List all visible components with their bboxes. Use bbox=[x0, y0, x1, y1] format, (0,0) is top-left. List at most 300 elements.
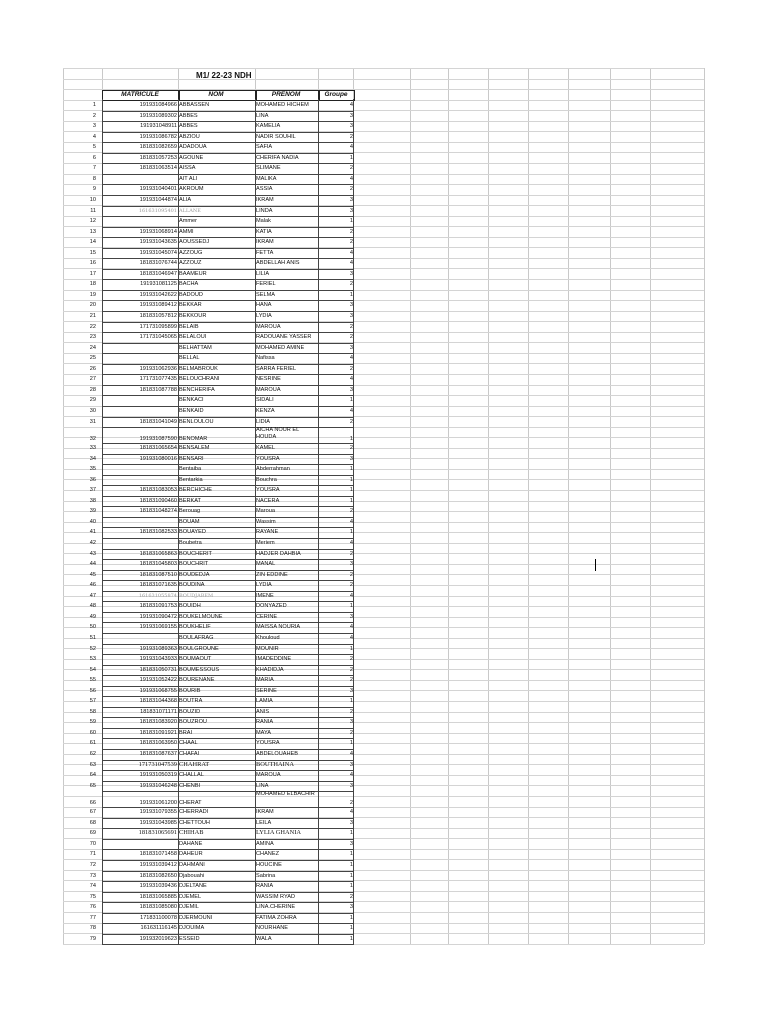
cell-groupe: 1 bbox=[349, 154, 353, 161]
cell-matricule: 191931043985 bbox=[139, 819, 177, 826]
table-row bbox=[0, 717, 360, 728]
row-number: 29 bbox=[89, 397, 96, 404]
table-row bbox=[0, 791, 360, 807]
cell-prenom: RANIA bbox=[256, 719, 274, 726]
cell-prenom: FERIEL bbox=[256, 281, 276, 288]
table-row bbox=[0, 839, 360, 850]
cell-nom: BOUAM bbox=[179, 518, 200, 525]
row-number: 4 bbox=[92, 133, 96, 140]
cell-nom: ESSEID bbox=[179, 935, 200, 942]
cell-nom: CHERAT bbox=[179, 800, 202, 807]
row-number: 63 bbox=[89, 761, 96, 768]
cell-matricule: 191931044874 bbox=[139, 196, 177, 203]
cell-matricule: 171731045065 bbox=[139, 334, 177, 341]
cell-prenom: WASSIM RYAD bbox=[256, 893, 296, 900]
cell-groupe: 4 bbox=[349, 540, 353, 546]
cell-nom: BOUIDH bbox=[179, 603, 201, 610]
cell-prenom: MAROUA bbox=[256, 386, 281, 393]
cell-matricule: 191931089302 bbox=[139, 112, 177, 119]
cell-prenom: ZIN EDDINE bbox=[256, 571, 288, 578]
cell-matricule: 191931046248 bbox=[139, 782, 177, 789]
table-row bbox=[0, 174, 360, 185]
row-number: 15 bbox=[89, 249, 96, 256]
grid-row-line bbox=[63, 79, 704, 80]
cell-groupe: 3 bbox=[349, 719, 353, 726]
cell-prenom: SIDALI bbox=[256, 397, 274, 404]
row-number: 41 bbox=[89, 529, 96, 536]
cell-nom: BOURENANE bbox=[179, 677, 215, 684]
cell-prenom: SERINE bbox=[256, 687, 277, 694]
cell-nom: ALLANE bbox=[179, 207, 201, 214]
cell-nom: Bentarkia bbox=[179, 476, 203, 483]
cell-groupe: 4 bbox=[349, 102, 353, 108]
cell-nom: BOUTRA bbox=[179, 698, 203, 705]
row-number: 53 bbox=[89, 656, 96, 663]
text-cursor bbox=[595, 559, 596, 571]
cell-prenom: ASSIA bbox=[256, 186, 273, 193]
cell-prenom: RANIA bbox=[256, 883, 274, 890]
row-number: 6 bbox=[92, 154, 96, 161]
cell-matricule: 191931039436 bbox=[139, 883, 177, 890]
cell-groupe: 1 bbox=[349, 830, 353, 837]
row-number: 78 bbox=[89, 925, 96, 932]
row-number: 69 bbox=[89, 830, 96, 837]
cell-prenom: AMINA bbox=[256, 840, 274, 847]
cell-groupe: 2 bbox=[349, 666, 353, 673]
cell-matricule: 161631055874 bbox=[138, 592, 177, 599]
row-number: 50 bbox=[89, 624, 96, 631]
table-row bbox=[0, 696, 360, 707]
row-border bbox=[102, 944, 354, 945]
cell-groupe: 4 bbox=[349, 376, 353, 383]
cell-prenom: AICHA NOUR EL HOUDA bbox=[256, 427, 299, 441]
table-row bbox=[0, 427, 360, 443]
cell-groupe: 1 bbox=[349, 529, 353, 536]
table-row bbox=[0, 248, 360, 259]
cell-nom: CHETTOUH bbox=[179, 819, 210, 826]
cell-matricule: 181831082533 bbox=[139, 529, 177, 536]
cell-matricule: 181831091753 bbox=[139, 603, 177, 610]
row-number: 31 bbox=[89, 418, 96, 425]
cell-nom: BEKKOUR bbox=[179, 313, 207, 319]
cell-prenom: KAMELIA bbox=[256, 123, 281, 130]
table-row bbox=[0, 290, 360, 301]
row-number: 13 bbox=[89, 228, 96, 235]
cell-matricule: 181831063950 bbox=[139, 740, 177, 747]
cell-groupe: 1 bbox=[349, 466, 353, 473]
row-number: 71 bbox=[89, 851, 96, 858]
cell-groupe: 2 bbox=[349, 582, 353, 589]
cell-prenom: LIDIA bbox=[256, 418, 270, 425]
cell-groupe: 4 bbox=[349, 175, 353, 182]
cell-matricule: 191931087590 bbox=[139, 436, 177, 443]
cell-nom: AKROUM bbox=[179, 186, 204, 193]
cell-groupe: 2 bbox=[349, 186, 353, 193]
row-number: 40 bbox=[89, 518, 96, 525]
row-number: 32 bbox=[89, 436, 96, 443]
row-number: 65 bbox=[89, 782, 96, 789]
cell-groupe: 1 bbox=[349, 872, 353, 879]
cell-groupe: 2 bbox=[349, 800, 353, 807]
row-number: 66 bbox=[89, 800, 96, 807]
cell-prenom: YOUSRA bbox=[256, 487, 280, 494]
cell-nom: Boubetra bbox=[179, 540, 202, 546]
cell-nom: ABBES bbox=[179, 123, 198, 130]
table-row bbox=[0, 871, 360, 882]
cell-nom: CHALLAL bbox=[179, 772, 204, 779]
cell-groupe: 2 bbox=[349, 729, 353, 736]
cell-nom: BOUAYED bbox=[179, 529, 206, 536]
cell-groupe: 1 bbox=[349, 487, 353, 494]
cell-groupe: 3 bbox=[349, 196, 353, 203]
header-prenom: PRENOM bbox=[271, 91, 301, 98]
table-row bbox=[0, 934, 360, 945]
cell-prenom: ABDELLAH ANIS bbox=[256, 260, 300, 267]
cell-matricule: 181831057253 bbox=[139, 154, 177, 161]
cell-matricule: 181831083920 bbox=[139, 719, 177, 726]
table-row bbox=[0, 300, 360, 311]
cell-nom: AOUSSEDJ bbox=[179, 239, 210, 246]
grid-column-line bbox=[704, 68, 705, 944]
cell-groupe: 1 bbox=[349, 925, 353, 932]
table-row bbox=[0, 111, 360, 122]
cell-nom: BENCHERIFA bbox=[179, 386, 215, 393]
table-row bbox=[0, 364, 360, 375]
cell-matricule: 181831071171 bbox=[140, 708, 177, 715]
cell-prenom: LAMIA bbox=[256, 698, 273, 705]
row-number: 67 bbox=[89, 809, 96, 816]
cell-matricule: 181831071635 bbox=[139, 582, 177, 589]
cell-groupe: 4 bbox=[349, 624, 353, 631]
cell-matricule: 191931052422 bbox=[139, 677, 177, 684]
cell-prenom: MOHAMED AMINE bbox=[256, 344, 305, 351]
row-number: 45 bbox=[89, 571, 96, 578]
cell-prenom: MOHAMED ELBACHIR bbox=[256, 791, 315, 798]
cell-matricule: 181831087788 bbox=[139, 386, 177, 393]
table-row bbox=[0, 591, 360, 602]
row-number: 28 bbox=[89, 386, 96, 393]
cell-matricule: 181831057812 bbox=[139, 313, 177, 319]
cell-groupe: 2 bbox=[349, 133, 353, 140]
row-number: 14 bbox=[89, 239, 96, 246]
cell-groupe: 1 bbox=[349, 851, 353, 858]
table-row bbox=[0, 538, 360, 549]
row-number: 54 bbox=[89, 666, 96, 673]
table-row bbox=[0, 374, 360, 385]
cell-nom: Ammer bbox=[179, 218, 198, 225]
row-number: 75 bbox=[89, 893, 96, 900]
cell-nom: AZZOUZ bbox=[179, 260, 202, 267]
cell-groupe: 2 bbox=[349, 708, 353, 715]
cell-groupe: 1 bbox=[349, 698, 353, 705]
cell-prenom: RAYANE bbox=[256, 529, 279, 536]
table-row bbox=[0, 902, 360, 913]
cell-nom: AIT ALI bbox=[179, 175, 198, 182]
row-number: 39 bbox=[89, 508, 96, 515]
cell-matricule: 181831083053 bbox=[139, 487, 177, 494]
row-number: 74 bbox=[89, 883, 96, 890]
cell-nom: ABZIOU bbox=[179, 133, 200, 140]
header-groupe: Groupe bbox=[324, 91, 348, 98]
table-row bbox=[0, 749, 360, 760]
row-number: 51 bbox=[89, 634, 96, 641]
cell-groupe: 1 bbox=[349, 476, 353, 483]
cell-nom: DJEMIL bbox=[179, 904, 199, 911]
cell-nom: BAAMEUR bbox=[179, 270, 207, 277]
cell-nom: BOUZID bbox=[179, 708, 201, 715]
cell-matricule: 181831065885 bbox=[139, 893, 177, 900]
row-number: 38 bbox=[89, 497, 96, 504]
cell-prenom: CERINE bbox=[256, 613, 278, 620]
cell-groupe: 2 bbox=[349, 239, 353, 246]
cell-nom: BOUMAOUT bbox=[179, 656, 212, 663]
table-row bbox=[0, 849, 360, 860]
cell-groupe: 1 bbox=[349, 218, 353, 225]
cell-nom: BENSALEM bbox=[179, 445, 210, 452]
cell-nom: BENOMAR bbox=[179, 436, 208, 443]
cell-matricule: 181831048274 bbox=[139, 508, 177, 515]
cell-prenom: HANA bbox=[256, 302, 272, 309]
row-number: 26 bbox=[89, 365, 96, 372]
cell-nom: BOUZROU bbox=[179, 719, 207, 726]
table-row bbox=[0, 665, 360, 676]
cell-matricule: 181831044368 bbox=[139, 698, 177, 705]
cell-groupe: 4 bbox=[349, 144, 353, 151]
cell-prenom: LINA bbox=[256, 782, 269, 789]
cell-groupe: 2 bbox=[349, 445, 353, 452]
cell-nom: AGOUNE bbox=[179, 154, 204, 161]
row-number: 36 bbox=[89, 476, 96, 483]
cell-nom: BOURIB bbox=[179, 687, 201, 694]
cell-groupe: 1 bbox=[349, 436, 353, 443]
cell-groupe: 3 bbox=[349, 455, 353, 462]
cell-groupe: 2 bbox=[349, 550, 353, 557]
table-row bbox=[0, 258, 360, 269]
row-number: 2 bbox=[92, 112, 96, 119]
cell-prenom: IKRAM bbox=[256, 196, 274, 203]
table-row bbox=[0, 227, 360, 238]
row-number: 62 bbox=[89, 751, 96, 757]
table-row bbox=[0, 728, 360, 739]
cell-prenom: MOHAMED HICHEM bbox=[256, 102, 309, 108]
cell-nom: BOUCHRIT bbox=[179, 561, 209, 568]
cell-prenom: MANAL bbox=[256, 561, 276, 568]
cell-matricule: 191931080016 bbox=[139, 455, 177, 462]
row-number: 33 bbox=[89, 445, 96, 452]
cell-groupe: 2 bbox=[349, 677, 353, 684]
cell-matricule: 191931086782 bbox=[139, 133, 177, 140]
cell-matricule: 161631116145 bbox=[140, 925, 177, 932]
table-row bbox=[0, 770, 360, 781]
table-row bbox=[0, 464, 360, 475]
cell-nom: Djabouahi bbox=[179, 872, 205, 879]
cell-nom: BELLAL bbox=[179, 355, 200, 362]
cell-groupe: 3 bbox=[349, 819, 353, 826]
cell-nom: DAHMANI bbox=[179, 861, 205, 868]
cell-groupe: 4 bbox=[349, 355, 353, 362]
cell-groupe: 3 bbox=[349, 761, 353, 768]
cell-prenom: MALIKA bbox=[256, 175, 277, 182]
cell-matricule: 191931045074 bbox=[139, 249, 177, 256]
table-row bbox=[0, 142, 360, 153]
grid-column-line bbox=[650, 68, 651, 944]
cell-matricule: 191931039412 bbox=[139, 861, 177, 868]
cell-prenom: Khouloud bbox=[256, 634, 280, 641]
table-row bbox=[0, 527, 360, 538]
row-number: 59 bbox=[89, 719, 96, 726]
table-row bbox=[0, 807, 360, 818]
table-row bbox=[0, 654, 360, 665]
table-row bbox=[0, 506, 360, 517]
cell-prenom: FETTA bbox=[256, 249, 274, 256]
cell-matricule: 191931042622 bbox=[139, 291, 177, 298]
cell-matricule: 181831082659 bbox=[139, 144, 177, 151]
cell-nom: ALIA bbox=[179, 196, 192, 203]
row-number: 5 bbox=[92, 144, 96, 151]
cell-groupe: 3 bbox=[349, 840, 353, 847]
cell-groupe: 4 bbox=[349, 249, 353, 256]
row-number: 76 bbox=[89, 904, 96, 911]
table-row bbox=[0, 322, 360, 333]
cell-prenom: BOUTHAINA bbox=[256, 760, 294, 768]
cell-nom: BOUKHELIF bbox=[179, 624, 211, 631]
row-number: 1 bbox=[92, 102, 96, 108]
row-number: 64 bbox=[89, 772, 96, 779]
cell-prenom: IMENE bbox=[256, 592, 274, 599]
cell-groupe: 4 bbox=[349, 809, 353, 816]
cell-nom: BEKKAR bbox=[179, 302, 202, 309]
row-number: 60 bbox=[89, 729, 96, 736]
cell-prenom: NACERA bbox=[256, 497, 280, 504]
cell-nom: Berouag bbox=[179, 508, 201, 515]
row-number: 43 bbox=[89, 550, 96, 557]
cell-prenom: NESRINE bbox=[256, 376, 281, 383]
cell-groupe: 4 bbox=[349, 407, 353, 414]
table-row bbox=[0, 417, 360, 428]
row-number: 44 bbox=[89, 561, 96, 568]
cell-matricule: 171831100078 bbox=[140, 914, 177, 921]
cell-nom: BOUKELMOUNE bbox=[179, 613, 223, 620]
row-number: 8 bbox=[92, 175, 96, 182]
cell-matricule: 191931040401 bbox=[139, 186, 177, 193]
cell-groupe: 3 bbox=[349, 123, 353, 130]
cell-nom: CHERRADI bbox=[179, 809, 209, 816]
table-row bbox=[0, 343, 360, 354]
table-row bbox=[0, 923, 360, 934]
cell-groupe: 1 bbox=[349, 861, 353, 868]
cell-nom: ABBES bbox=[179, 112, 198, 119]
cell-matricule: 191931068755 bbox=[139, 687, 177, 694]
cell-groupe: 2 bbox=[349, 334, 353, 341]
cell-groupe: 1 bbox=[349, 397, 353, 404]
table-row bbox=[0, 818, 360, 829]
table-row bbox=[0, 443, 360, 454]
cell-prenom: MARIA bbox=[256, 677, 274, 684]
table-row bbox=[0, 644, 360, 655]
row-number: 19 bbox=[89, 291, 96, 298]
cell-matricule: 191931062936 bbox=[139, 365, 177, 372]
cell-prenom: DONYAZED bbox=[256, 603, 287, 610]
row-number: 55 bbox=[89, 677, 96, 684]
cell-groupe: 4 bbox=[349, 592, 353, 599]
row-number: 12 bbox=[89, 218, 96, 225]
cell-prenom: KHADIDJA bbox=[256, 666, 284, 673]
row-number: 11 bbox=[90, 207, 96, 214]
cell-nom: BOUDINA bbox=[179, 582, 205, 589]
cell-prenom: YOUSRA bbox=[256, 455, 280, 462]
cell-groupe: 4 bbox=[349, 518, 353, 525]
table-row bbox=[0, 601, 360, 612]
row-number: 3 bbox=[92, 123, 96, 130]
cell-matricule: 171731047539 bbox=[138, 760, 177, 768]
table-column-border bbox=[178, 99, 179, 944]
cell-matricule: 181831050731 bbox=[139, 666, 177, 673]
cell-groupe: 1 bbox=[349, 291, 353, 298]
cell-groupe: 2 bbox=[349, 508, 353, 515]
cell-nom: BENKAID bbox=[179, 407, 204, 414]
table-row bbox=[0, 675, 360, 686]
row-number: 37 bbox=[89, 487, 96, 494]
cell-nom: AZZOUG bbox=[179, 249, 203, 256]
row-number: 35 bbox=[89, 466, 96, 473]
cell-nom: DAHANE bbox=[179, 840, 203, 847]
cell-prenom: MAROUA bbox=[256, 772, 281, 779]
cell-prenom: IKRAM bbox=[256, 809, 274, 816]
cell-groupe: 3 bbox=[349, 904, 353, 911]
cell-prenom: FATIMA ZOHRA bbox=[256, 914, 297, 921]
cell-groupe: 3 bbox=[349, 270, 353, 277]
row-number: 34 bbox=[89, 455, 96, 462]
cell-matricule: 181831041049 bbox=[139, 418, 177, 425]
table-row bbox=[0, 385, 360, 396]
cell-nom: ABBASSEN bbox=[179, 102, 210, 108]
cell-nom: CHAFAI bbox=[179, 751, 200, 757]
table-row bbox=[0, 622, 360, 633]
sheet-title: M1/ 22-23 NDH bbox=[196, 71, 252, 80]
grid-column-line bbox=[528, 68, 529, 944]
table-row bbox=[0, 612, 360, 623]
cell-prenom: CHERIFA NADIA bbox=[256, 154, 299, 161]
table-row bbox=[0, 184, 360, 195]
row-number: 72 bbox=[89, 861, 96, 868]
cell-groupe: 2 bbox=[349, 365, 353, 372]
cell-groupe: 1 bbox=[349, 740, 353, 747]
table-row bbox=[0, 269, 360, 280]
cell-prenom: Abderrahman bbox=[256, 466, 290, 473]
row-number: 79 bbox=[89, 935, 96, 942]
cell-nom: BELAIB bbox=[179, 323, 199, 330]
table-row bbox=[0, 406, 360, 417]
cell-prenom: LYDIA bbox=[256, 313, 272, 319]
cell-groupe: 2 bbox=[349, 281, 353, 288]
cell-prenom: KAMEL bbox=[256, 445, 275, 452]
grid-column-line bbox=[610, 68, 611, 944]
cell-groupe: 3 bbox=[349, 561, 353, 568]
table-row bbox=[0, 216, 360, 227]
cell-nom: Bentaiba bbox=[179, 466, 202, 473]
table-column-border bbox=[102, 99, 103, 944]
cell-matricule: 191931084966 bbox=[139, 102, 177, 108]
cell-prenom: YOUSRA bbox=[256, 740, 280, 747]
table-row bbox=[0, 163, 360, 174]
cell-matricule: 181831087510 bbox=[139, 571, 177, 578]
cell-matricule: 181831087637 bbox=[139, 751, 177, 757]
table-row bbox=[0, 517, 360, 528]
cell-matricule: 191931043635 bbox=[139, 239, 177, 246]
row-number: 73 bbox=[89, 872, 96, 879]
cell-prenom: WALA bbox=[256, 935, 272, 942]
cell-groupe: 1 bbox=[349, 645, 353, 652]
